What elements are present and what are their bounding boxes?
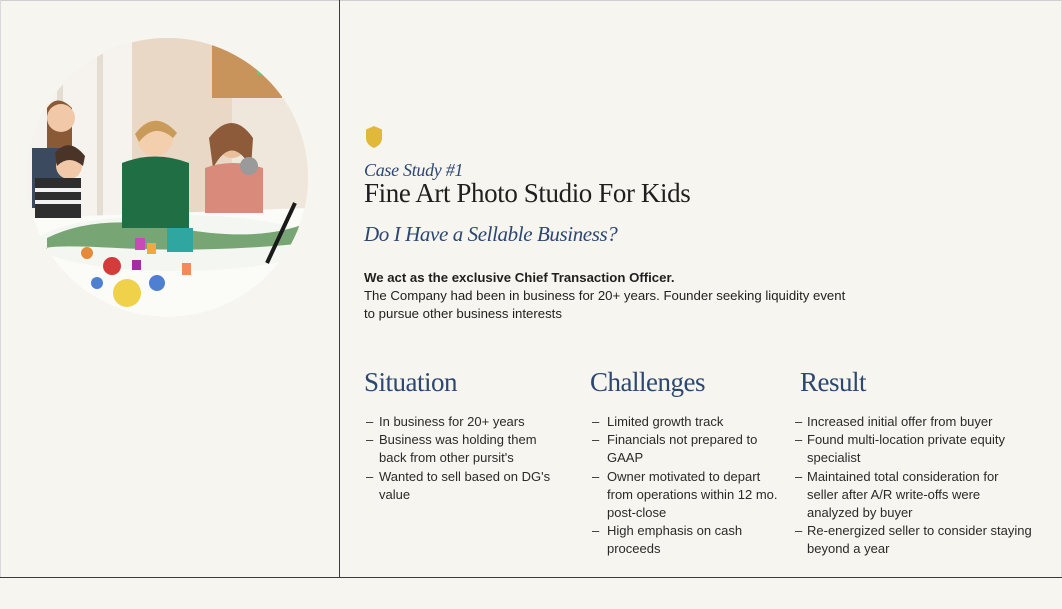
- bullet-dash: –: [366, 432, 374, 448]
- bullet-dash: –: [592, 468, 600, 484]
- list-item-text: Increased initial offer from buyer: [807, 414, 993, 429]
- column-heading: Result: [800, 367, 867, 397]
- case-study-subtitle: Do I Have a Sellable Business?: [364, 222, 618, 246]
- bullet-dash: –: [366, 414, 374, 429]
- bullet-dash: –: [795, 432, 803, 448]
- list-item: [793, 468, 1033, 523]
- bullet-dash: –: [366, 468, 374, 484]
- list-item-text: Business was holding them back from other pursit's: [379, 432, 537, 466]
- frame-top-border: [0, 0, 1062, 1]
- list-item: [793, 431, 1033, 467]
- shield-icon: [366, 126, 382, 148]
- list-item: [590, 468, 780, 523]
- bullet-dash: –: [592, 523, 600, 539]
- list-item: [590, 431, 780, 467]
- bullet-dash: –: [592, 414, 600, 429]
- situation-column: [364, 366, 564, 504]
- column-heading: Challenges: [590, 367, 705, 397]
- kids-art-class-photo: [27, 38, 308, 317]
- case-study-label: Case Study #1: [364, 160, 464, 180]
- list-item: [364, 413, 564, 431]
- list-item: [590, 413, 780, 431]
- vertical-divider: [339, 0, 340, 578]
- list-item: [590, 522, 780, 558]
- bullet-dash: –: [592, 432, 600, 448]
- list-item-text: In business for 20+ years: [379, 414, 525, 429]
- column-heading: Situation: [364, 367, 458, 397]
- list-item-text: Limited growth track: [607, 414, 724, 429]
- bullet-dash: –: [795, 523, 803, 539]
- intro-line: The Company had been in business for 20+ years. Founder seeking liquidity event: [364, 288, 846, 303]
- frame-left-border: [0, 0, 1, 578]
- intro-paragraph: [364, 269, 924, 323]
- list-item-text: Financials not prepared to GAAP: [607, 432, 758, 466]
- horizontal-divider: [0, 577, 1062, 578]
- list-item: [793, 522, 1033, 558]
- list-item: [793, 413, 1033, 431]
- bullet-dash: –: [795, 468, 803, 484]
- list-item-text: High emphasis on cash proceeds: [607, 523, 743, 557]
- list-item: [364, 468, 564, 504]
- list-item-text: Maintained total consideration for seller after A/R write-offs were analyzed by buyer: [807, 468, 999, 521]
- challenges-list: [590, 413, 780, 559]
- result-list: [793, 413, 1033, 559]
- intro-line: to pursue other business interests: [364, 306, 562, 321]
- bullet-dash: –: [795, 414, 803, 429]
- photo-illustration: [27, 38, 308, 317]
- list-item-text: Found multi-location private equity specialist: [807, 432, 1005, 466]
- list-item-text: Re-energized seller to consider staying beyond a year: [807, 523, 1032, 557]
- result-column: [793, 366, 1033, 559]
- challenges-column: [590, 366, 780, 559]
- situation-list: [364, 413, 564, 504]
- list-item: [364, 431, 564, 467]
- intro-line: We act as the exclusive Chief Transaction Officer.: [364, 270, 675, 285]
- list-item-text: Wanted to sell based on DG's value: [379, 468, 551, 502]
- list-item-text: Owner motivated to depart from operations within 12 mo. post-close: [607, 468, 778, 521]
- case-study-title: Fine Art Photo Studio For Kids: [364, 178, 691, 208]
